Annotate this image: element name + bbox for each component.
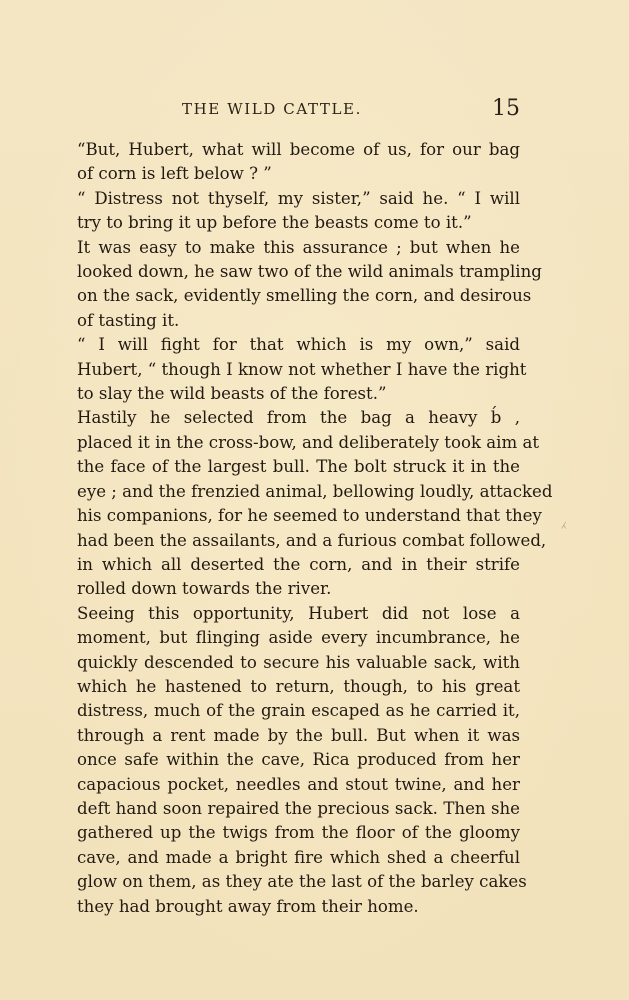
text-line: had been the assailants, and a furious combat followed,	[77, 530, 547, 550]
text-line: rolled down towards the river.	[77, 579, 332, 599]
text-line: the face of the largest bull. The bolt struck it in the	[77, 457, 520, 477]
text-line: on the sack, evidently smelling the corn, and desirous	[77, 286, 532, 306]
text-line: in which all deserted the corn, and in their strife	[77, 554, 520, 574]
text-line: cave, and made a bright fire which shed a cheerful	[77, 847, 520, 867]
text-line: they had brought away from their home.	[77, 896, 419, 916]
text-line: to slay the wild beasts of the forest.”	[77, 384, 387, 404]
text-line: placed it in the cross-bow, and deliberately took aim at	[77, 432, 540, 452]
text-line: which he hastened to return, though, to his great	[77, 676, 520, 696]
paragraph	[74, 333, 527, 406]
paragraph	[74, 406, 553, 601]
paragraph	[74, 187, 520, 236]
text-line: It was easy to make this assurance ; but when he	[77, 237, 520, 257]
paragraph	[74, 602, 527, 919]
margin-mark-icon: ⁁	[562, 513, 566, 529]
text-line: through a rent made by the bull. But when it was	[77, 725, 520, 745]
text-line: gathered up the twigs from the floor of the gloomy	[77, 823, 520, 843]
text-line: once safe within the cave, Rica produced from her	[77, 750, 520, 770]
text-line: “But, Hubert, what will become of us, for our bag	[77, 140, 520, 159]
text-line: “ I will fight for that which is my own,” said	[77, 335, 520, 355]
text-line: quickly descended to secure his valuable sack, with	[77, 652, 520, 672]
text-line: eye ; and the frenzied animal, bellowing loudly, attacked	[77, 481, 553, 501]
text-line: looked down, he saw two of the wild animals trampling	[77, 262, 542, 282]
text-line: capacious pocket, needles and stout twine, and her	[77, 774, 520, 794]
text-line: his companions, for he seemed to understand that they	[77, 506, 542, 526]
text-line: Seeing this opportunity, Hubert did not lose a	[77, 603, 520, 623]
text-line: of tasting it.	[77, 310, 180, 330]
text-line: of corn is left below ? ”	[77, 164, 272, 184]
text-line: distress, much of the grain escaped as he carried it,	[77, 701, 520, 721]
text-line: glow on them, as they ate the last of the barley cakes	[77, 872, 527, 892]
text-line: Hastily he selected from the bag a heavy b́ ,	[77, 408, 520, 428]
text-line: moment, but flinging aside every incumbrance, he	[77, 628, 520, 648]
running-head	[0, 98, 629, 124]
running-title: THE WILD CATTLE.	[182, 100, 362, 118]
text-line: try to bring it up before the beasts come to it.”	[77, 213, 472, 233]
text-line: “ Distress not thyself, my sister,” said he. “ I will	[77, 188, 520, 208]
text-line: Hubert, “ though I know not whether I have the right	[77, 359, 527, 379]
paragraph	[74, 236, 542, 334]
page-number: 15	[492, 96, 520, 121]
text-line: deft hand soon repaired the precious sack. Then she	[77, 798, 520, 818]
paragraph	[74, 138, 520, 187]
body-text	[74, 138, 553, 919]
